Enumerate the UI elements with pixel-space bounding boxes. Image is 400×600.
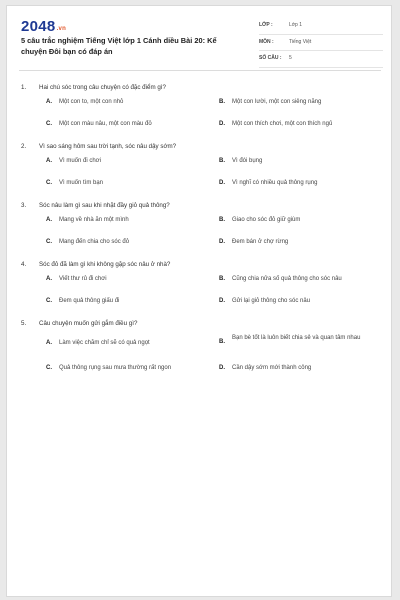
meta-row-grade <box>259 20 383 35</box>
option-letter: D. <box>219 121 225 127</box>
option-letter: C. <box>46 365 52 371</box>
option-letter: B. <box>219 99 225 105</box>
meta-row-subject <box>259 37 383 52</box>
logo-text: 2048 <box>21 18 56 35</box>
document-title: 5 câu trắc nghiệm Tiếng Việt lớp 1 Cánh diều Bài 20: Kể chuyện Đôi bạn có đáp án <box>21 36 217 56</box>
question-list <box>21 83 381 386</box>
question-number: 1. <box>21 84 27 91</box>
question-number: 5. <box>21 320 27 327</box>
option-text: Một con to, một con nhỏ <box>59 99 124 105</box>
question-body: Sóc nâu làm gì sau khi nhặt đầy giỏ quả thông? <box>39 202 170 209</box>
option-text: Một con thích chơi, một con thích ngủ <box>232 121 333 127</box>
option-letter: B. <box>219 158 225 164</box>
question-3 <box>21 201 381 260</box>
question-body: Hai chú sóc trong câu chuyện có đặc điểm gì? <box>39 84 166 91</box>
question-number: 4. <box>21 261 27 268</box>
question-text <box>21 260 381 272</box>
option-letter: B. <box>219 217 225 223</box>
question-body: Vì sao sáng hôm sau trời tạnh, sóc nâu dậy sớm? <box>39 143 177 150</box>
option-letter: C. <box>46 298 52 304</box>
meta-label: SỐ CÂU : <box>259 55 282 61</box>
meta-label: MÔN : <box>259 38 274 45</box>
option-text: Vì muốn đi chơi <box>59 158 101 164</box>
option-letter: B. <box>219 276 225 282</box>
option-text: Cần dậy sớm mới thành công <box>232 365 312 371</box>
option-text: Bạn bè tốt là luôn biết chia sẻ và quan tâm nhau <box>232 335 361 341</box>
question-text <box>21 319 381 331</box>
header-divider <box>19 70 381 71</box>
question-text <box>21 83 381 95</box>
option-text: Vì nghĩ có nhiều quả thông rụng <box>232 180 318 186</box>
option-letter: A. <box>46 276 52 282</box>
meta-value: Lớp 1 <box>289 22 303 28</box>
option-text: Một con lười, một con siêng năng <box>232 99 322 105</box>
option-text: Gửi lại giỏ thông cho sóc nâu <box>232 298 311 304</box>
question-text <box>21 142 381 154</box>
option-text: Giao cho sóc đỏ giữ giùm <box>232 217 301 223</box>
option-letter: C. <box>46 180 52 186</box>
option-text: Đem quả thông giấu đi <box>59 298 120 304</box>
option-letter: A. <box>46 217 52 223</box>
logo-suffix: .vn <box>56 26 67 32</box>
option-letter: D. <box>219 365 225 371</box>
meta-label: LỚP : <box>259 22 273 28</box>
option-text: Một con màu nâu, một con màu đỏ <box>59 121 152 127</box>
option-text: Vì đói bụng <box>232 158 263 164</box>
option-letter: A. <box>46 158 52 164</box>
option-text: Mang đến chia cho sóc đỏ <box>59 239 130 245</box>
meta-value: Tiếng Việt <box>289 38 312 45</box>
question-4 <box>21 260 381 319</box>
meta-row-question-count <box>259 53 383 68</box>
question-2 <box>21 142 381 201</box>
option-letter: A. <box>46 340 52 346</box>
question-number: 3. <box>21 202 27 209</box>
question-body: Câu chuyện muốn gửi gắm điều gì? <box>39 320 138 327</box>
option-text: Mang về nhà ăn một mình <box>59 217 129 223</box>
meta-value: 5 <box>289 55 292 61</box>
option-text: Cũng chia nửa số quả thông cho sóc nâu <box>232 276 342 282</box>
option-text: Quả thông rụng sau mưa thường rất ngon <box>59 365 172 371</box>
option-letter: A. <box>46 99 52 105</box>
option-text: Làm việc chăm chỉ sẽ có quả ngọt <box>59 340 150 346</box>
option-letter: D. <box>219 298 225 304</box>
option-text: Viết thư rủ đi chơi <box>59 276 107 282</box>
meta-info <box>259 20 383 70</box>
option-letter: D. <box>219 239 225 245</box>
option-letter: D. <box>219 180 225 186</box>
question-number: 2. <box>21 143 27 150</box>
question-5 <box>21 319 381 386</box>
option-letter: C. <box>46 121 52 127</box>
option-text: Đem bán ở chợ rừng <box>232 239 289 245</box>
worksheet-page <box>6 5 392 597</box>
question-body: Sóc đỏ đã làm gì khi không gặp sóc nâu ở nhà? <box>39 261 171 268</box>
option-letter: C. <box>46 239 52 245</box>
question-text <box>21 201 381 213</box>
worksheet-header <box>21 14 381 66</box>
site-logo[interactable] <box>21 18 66 35</box>
option-letter: B. <box>219 339 225 345</box>
option-text: Vì muốn tìm bạn <box>59 180 104 186</box>
question-1 <box>21 83 381 142</box>
